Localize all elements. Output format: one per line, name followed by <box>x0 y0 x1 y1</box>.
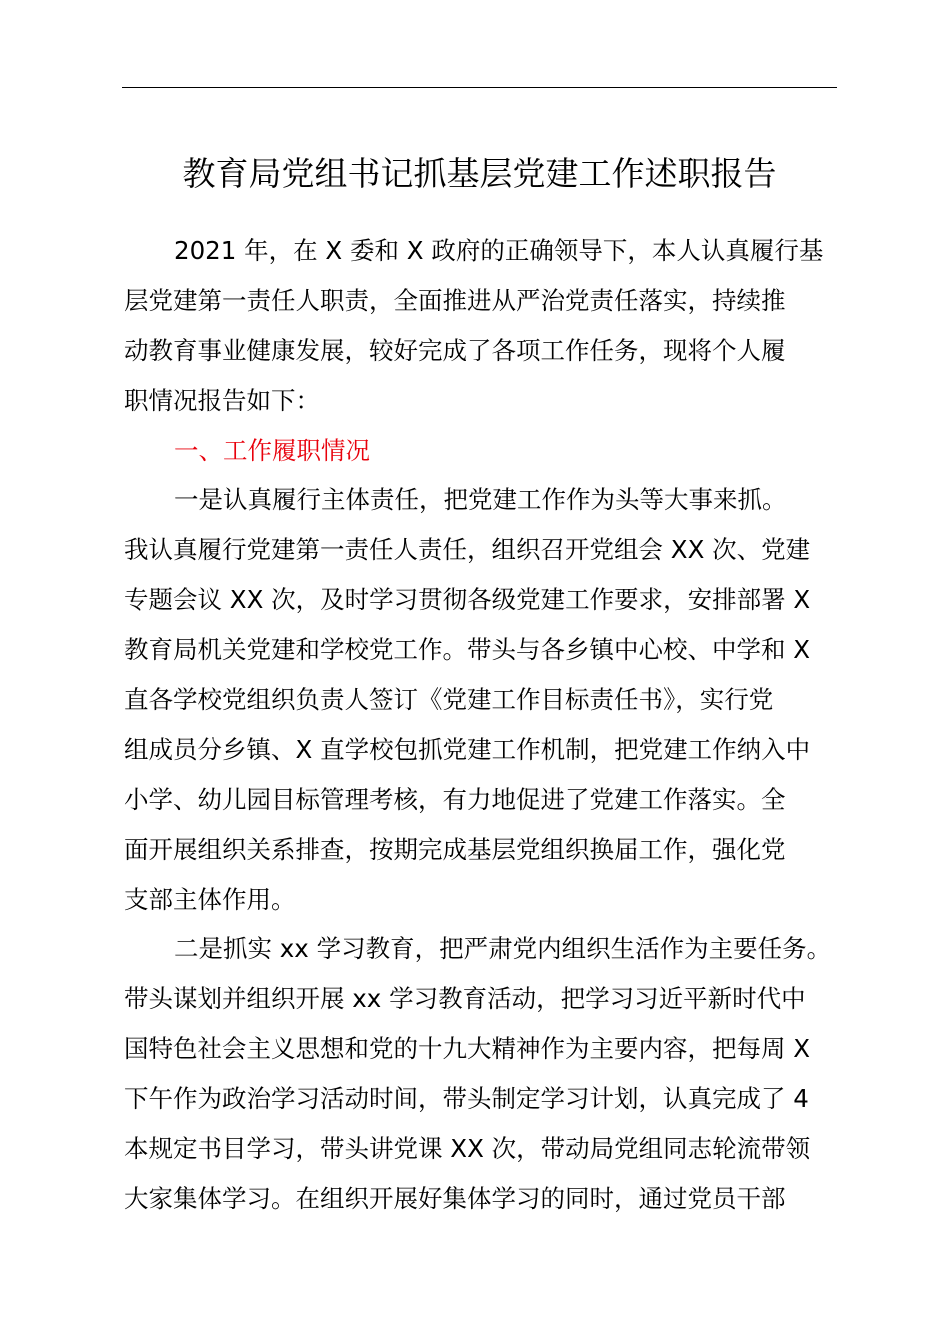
document-title: 教育局党组书记抓基层党建工作述职报告 <box>182 154 777 193</box>
paragraph-line: 一是认真履行主体责任，把党建工作作为头等大事来抓。 <box>174 485 787 515</box>
document-body <box>124 226 839 1224</box>
paragraph-line: 支部主体作用。 <box>124 884 296 914</box>
paragraph-line: 本规定书目学习，带头讲党课 XX 次，带动局党组同志轮流带领 <box>124 1134 811 1164</box>
paragraph-line: 专题会议 XX 次，及时学习贯彻各级党建工作要求，安排部署 X <box>124 585 811 615</box>
paragraph-line: 教育局机关党建和学校党工作。带头与各乡镇中心校、中学和 X <box>124 635 811 665</box>
paragraph-line: 2021 年，在 X 委和 X 政府的正确领导下，本人认真履行基 <box>174 236 824 265</box>
paragraph-line: 动教育事业健康发展，较好完成了各项工作任务，现将个人履 <box>124 335 786 365</box>
paragraph-line: 面开展组织关系排查，按期完成基层党组织换届工作，强化党 <box>124 834 786 864</box>
paragraph-line: 职情况报告如下： <box>124 385 320 415</box>
paragraph-line: 二是抓实 xx 学习教育，把严肃党内组织生活作为主要任务。 <box>174 934 832 964</box>
paragraph-line: 我认真履行党建第一责任人责任，组织召开党组会 XX 次、党建 <box>124 535 811 565</box>
header-rule <box>122 87 837 88</box>
section-heading: 一、工作履职情况 <box>174 435 370 465</box>
paragraph-line: 直各学校党组织负责人签订《党建工作目标责任书》，实行党 <box>124 685 774 715</box>
paragraph-line: 组成员分乡镇、X 直学校包抓党建工作机制，把党建工作纳入中 <box>124 734 811 764</box>
paragraph-line: 带头谋划并组织开展 xx 学习教育活动，把学习习近平新时代中 <box>124 984 806 1014</box>
paragraph-line: 国特色社会主义思想和党的十九大精神作为主要内容，把每周 X <box>124 1034 811 1064</box>
paragraph-line: 小学、幼儿园目标管理考核，有力地促进了党建工作落实。全 <box>124 784 786 814</box>
paragraph-line: 下午作为政治学习活动时间，带头制定学习计划，认真完成了 4 <box>124 1084 809 1114</box>
paragraph-line: 层党建第一责任人职责，全面推进从严治党责任落实，持续推 <box>124 285 786 315</box>
paragraph-line: 大家集体学习。在组织开展好集体学习的同时，通过党员干部 <box>124 1183 786 1213</box>
